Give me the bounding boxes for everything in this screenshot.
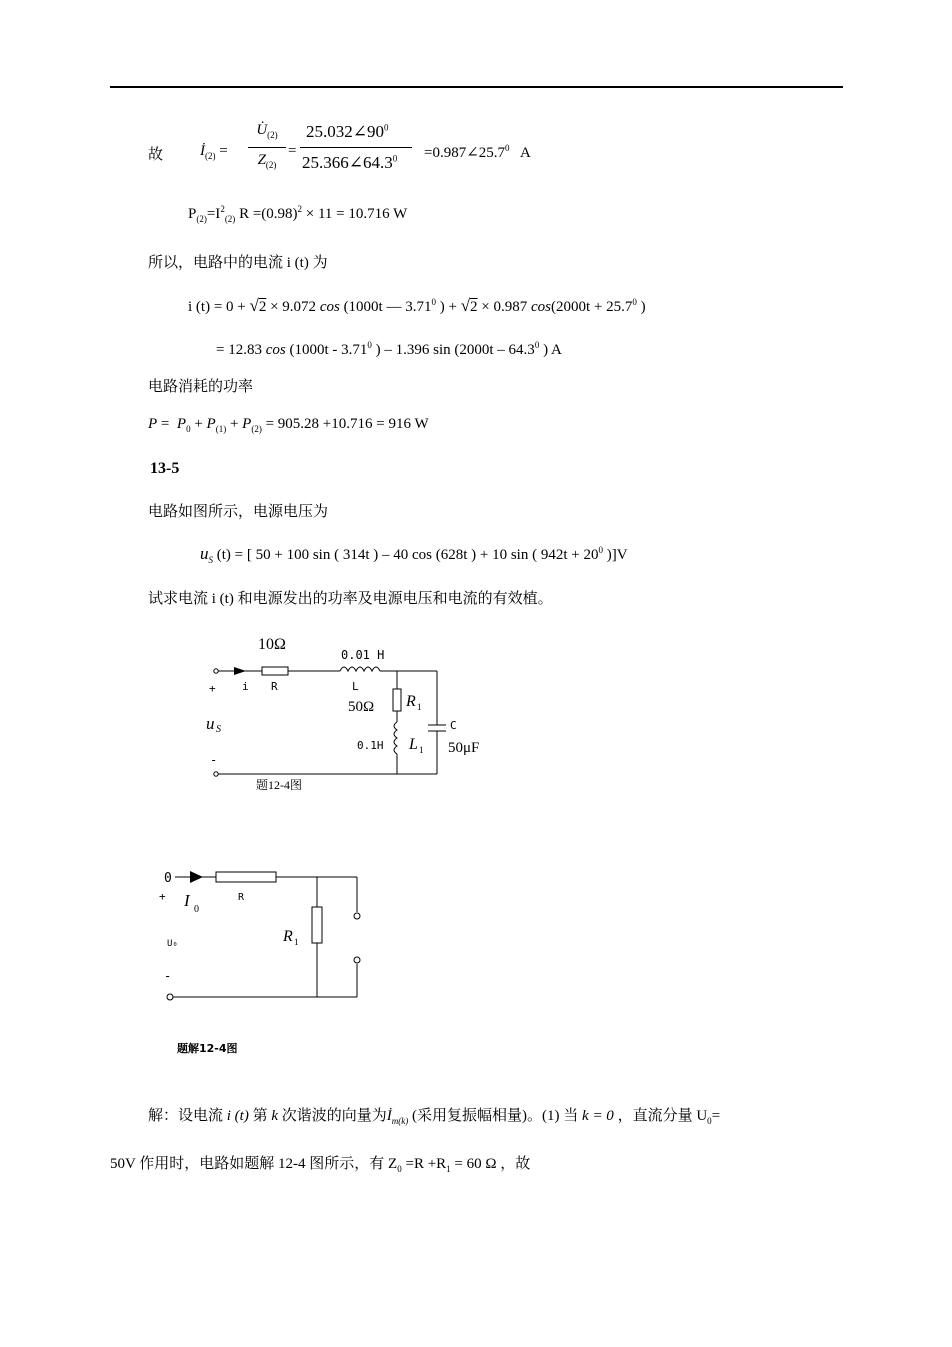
current-arrow-icon (234, 667, 246, 675)
sol2-c: = 60 Ω ，故 (450, 1156, 531, 1172)
fig1-r-label: R (271, 680, 278, 693)
pw-plus1: + (190, 416, 207, 432)
fig1-c-label: C (450, 719, 457, 732)
den-deg: 0 (392, 153, 398, 164)
result-unit: A (519, 145, 531, 161)
us-s: S (208, 555, 213, 565)
pw-p1: P (206, 416, 216, 432)
it-cos1: cos (319, 299, 340, 315)
frac-z2 (249, 152, 285, 170)
sol2-z0: 0 (397, 1164, 402, 1174)
text-gu: 故 (148, 147, 164, 163)
sol-b: 第 (248, 1108, 272, 1124)
result-deg: 0 (505, 143, 510, 153)
fig1-plus: + (209, 682, 216, 695)
fig1-l-label: L (352, 680, 359, 693)
sol-a: 解：设电流 (148, 1108, 227, 1124)
fig2-r1-sub: 1 (294, 937, 299, 947)
it-c: × 9.072 (266, 299, 320, 315)
it2-c: ) – 1.396 sin (2000t – 64.3 (371, 342, 535, 358)
sol2-r1: 1 (446, 1164, 451, 1174)
para-task: 试求电流 i (t) 和电源发出的功率及电源电压和电流的有效植。 (148, 591, 553, 607)
pw-p2: P (242, 416, 252, 432)
fig2-r1: R (283, 928, 293, 945)
fig1-l1-sub: 1 (419, 745, 424, 755)
it2-d: ) A (539, 342, 562, 358)
sol-k: k (271, 1108, 279, 1124)
fig2-minus: - (164, 969, 172, 983)
it2-b: (1000t - 3.71 (285, 342, 368, 358)
sol-d: (采用复振幅相量)。(1) 当 (408, 1108, 583, 1124)
den-text: 25.366∠64.3 (302, 153, 393, 172)
it2-deg2: 0 (534, 340, 540, 350)
i-sup: 2 (220, 204, 225, 214)
it-d: (1000t — 3.71 (339, 299, 432, 315)
sol-im-sub: m(k) (391, 1116, 409, 1126)
fig2-caption: 题解12-4图 (177, 1042, 238, 1055)
p-sub: (2) (196, 214, 207, 224)
it-h: (2000t + 25.7 (551, 299, 633, 315)
fig1-c-value: 50μF (448, 740, 480, 756)
equals-sign: = (219, 143, 228, 159)
section-title: 13-5 (150, 460, 180, 477)
it-a: i (t) = 0 + (188, 299, 250, 315)
i-sub: (2) (224, 214, 236, 224)
sol-c: 次谐波的向量为 (278, 1108, 387, 1124)
para-circuit: 电路如图所示，电源电压为 (148, 504, 329, 520)
current-phasor-symbol: İ (200, 143, 205, 159)
it-deg1: 0 (431, 297, 436, 307)
pw-eq: = (157, 416, 174, 432)
it2-a: = 12.83 (216, 342, 266, 358)
num-text: 25.032∠90 (306, 122, 384, 141)
fig1-us-label: u (206, 714, 215, 733)
p-tail: × 11 = 10.716 W (305, 206, 408, 222)
fig2-u0: U₀ (167, 939, 178, 949)
p-square: 2 (297, 204, 303, 214)
eq-us (200, 544, 628, 565)
den-value (302, 153, 397, 173)
fig1-us-sub: S (216, 724, 221, 735)
sol-im: İ (386, 1108, 392, 1124)
pw-s1: (1) (215, 424, 227, 434)
fig1-caption: 题12-4图 (256, 778, 302, 792)
sub-u2: (2) (267, 130, 278, 140)
fig1-r1-label: R (406, 693, 416, 710)
fig1-r1-sub: 1 (417, 702, 422, 712)
it-cos2: cos (531, 299, 552, 315)
sol2-b: =R +R (401, 1156, 447, 1172)
circuit-figure-1 (200, 630, 480, 795)
sol-k0: k = 0 (582, 1108, 614, 1124)
fig1-l1-value: 0.1H (357, 739, 384, 752)
fig1-l1-label: L (409, 736, 418, 753)
eq-it-line1: i (t) = 0 + √2 × 9.072 cos (1000t — 3.71$^0$ ) + √2 × 0.987 $\cos(2000t + 25.7^0$ ) (188, 296, 646, 315)
frac-u2 (249, 122, 285, 140)
fraction-bar-1 (248, 147, 286, 148)
p-rest: R =(0.98) (239, 206, 298, 222)
it-i: ) (636, 299, 646, 315)
sol-u0sub: 0 (707, 1116, 712, 1126)
sol-e: ，直流分量 U (613, 1108, 708, 1124)
fig2-i0: I (184, 891, 190, 910)
circuit-figure-2 (150, 860, 380, 1010)
sub-2: (2) (205, 151, 216, 161)
pw-rest: = 905.28 +10.716 = 916 W (261, 416, 429, 432)
para-power-intro: 电路消耗的功率 (148, 379, 254, 395)
eq-power (148, 416, 429, 434)
it-sqrt1: 2 (258, 299, 267, 315)
eq-i2-lhs (200, 143, 228, 161)
num-deg: 0 (384, 122, 389, 133)
fig1-r-value: 10Ω (258, 636, 286, 653)
sol-f: = (711, 1108, 721, 1124)
result-text: =0.987∠25.7 (424, 145, 506, 161)
fig2-i0-sub: 0 (194, 904, 199, 915)
fig1-l-value: 0.01 H (341, 648, 385, 662)
us-rest: (t) = [ 50 + 100 sin ( 314t ) – 40 cos (628t ) + 10 sin ( 942t + 20 (213, 547, 599, 563)
p-mid: =I (206, 206, 221, 222)
sub-z2: (2) (265, 160, 277, 170)
it2-deg1: 0 (367, 340, 372, 350)
impedance-symbol: Z (257, 152, 266, 168)
pw-s0: 0 (186, 424, 191, 434)
voltage-phasor-symbol: U̇ (256, 122, 268, 138)
fraction-bar-2 (300, 147, 412, 148)
header-rule (110, 86, 843, 88)
fig1-minus: - (210, 753, 218, 767)
it-deg2: 0 (632, 297, 637, 307)
fig2-plus: + (159, 890, 166, 903)
us-deg: 0 (598, 545, 603, 555)
current-arrow-icon-2 (190, 871, 203, 883)
para-solution-2 (110, 1152, 530, 1174)
it-e: ) + (435, 299, 461, 315)
pw-plus2: + (226, 416, 243, 432)
pw-p: P (148, 416, 158, 432)
num-value (306, 122, 389, 142)
p-symbol: P (188, 206, 197, 222)
equals-sign-2: = (288, 143, 297, 159)
us-u: u (200, 544, 209, 563)
fig2-zero: 0 (164, 871, 172, 886)
para-solution-1 (148, 1104, 720, 1126)
eq-p2 (188, 204, 407, 224)
eq-it-line2 (216, 340, 562, 359)
it2-cos: cos (265, 342, 286, 358)
fig2-r-label: R (238, 892, 245, 903)
us-tail: )]V (602, 547, 628, 563)
sol2-a: 50V 作用时，电路如题解 12-4 图所示，有 Z (110, 1156, 398, 1172)
pw-p0: P (176, 416, 187, 432)
it-sqrt2: 2 (470, 299, 478, 315)
fig1-r1-value: 50Ω (348, 699, 375, 715)
pw-s2: (2) (251, 424, 262, 434)
para-current-intro: 所以，电路中的电流 i (t) 为 (148, 255, 328, 271)
eq-i2-result (424, 143, 531, 162)
fig1-i-label: i (242, 680, 249, 693)
sol-it: i (t) (226, 1108, 249, 1124)
it-g: × 0.987 (477, 299, 532, 315)
